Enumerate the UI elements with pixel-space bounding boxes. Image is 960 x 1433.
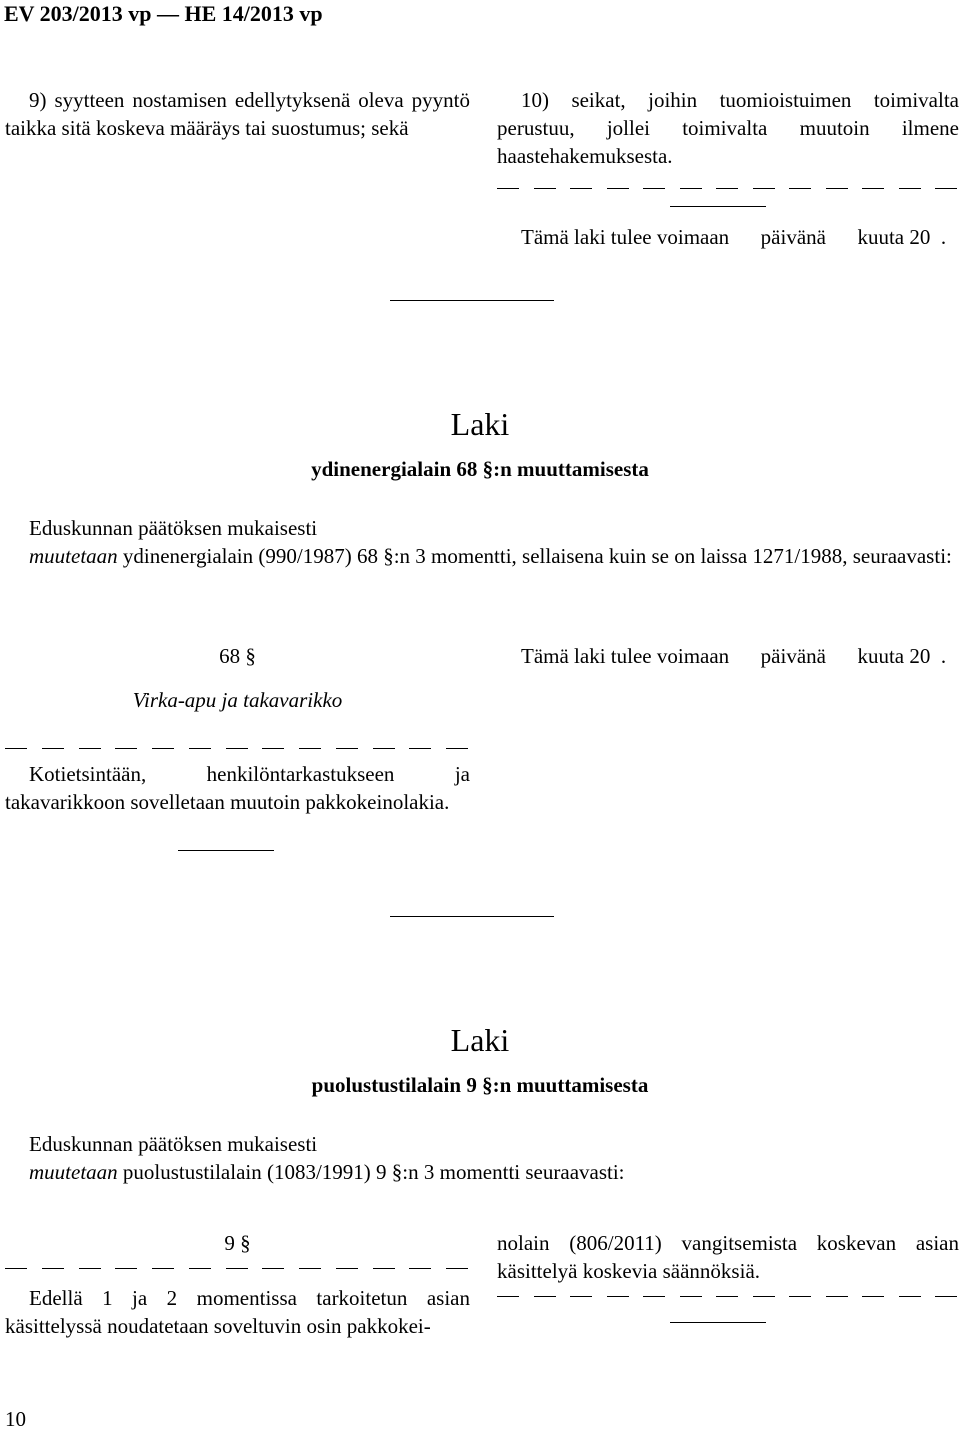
omission-dashes — [5, 1268, 468, 1269]
section-end-rule — [178, 850, 274, 851]
law-heading: Laki — [450, 406, 510, 442]
omission-dashes — [5, 748, 468, 749]
section-body-continued: nolain (806/2011) vangitsemista koskevan asian käsittelyä koskevia säännöksiä. — [497, 1231, 959, 1283]
section-body: Kotietsintään, henkilöntarkastukseen ja takavarikkoon sovelletaan muutoin pakkokeinolakia. — [5, 762, 470, 814]
amend-text: puolustustilalain (1083/1991) 9 §:n 3 momentti seuraavasti: — [117, 1160, 625, 1184]
omission-dashes — [497, 1296, 957, 1297]
amend-text: ydinenergialain (990/1987) 68 §:n 3 momentti, sellaisena kuin se on laissa 1271/1988, seuraavasti: — [117, 544, 952, 568]
section-end-rule — [670, 206, 766, 207]
page-number: 10 — [5, 1407, 26, 1431]
amend-verb: muutetaan — [29, 544, 118, 568]
law-subtitle: ydinenergialain 68 §:n muuttamisesta — [311, 457, 649, 481]
law-amendment-clause — [5, 542, 957, 570]
effective-date-text: Tämä laki tulee voimaan päivänä kuuta 20 . — [521, 644, 947, 668]
section-body: Edellä 1 ja 2 momentissa tarkoitetun asian käsittelyssä noudatetaan soveltuvin osin pakkokei- — [5, 1286, 470, 1338]
law-separator-rule — [390, 300, 554, 301]
law-amendment-clause — [5, 1158, 957, 1186]
item-10-text: 10) seikat, joihin tuomioistuimen toimivalta perustuu, jollei toimivalta muutoin ilmene haastehakemuksesta. — [497, 88, 959, 168]
section-number: 9 § — [224, 1231, 251, 1255]
omission-dashes — [497, 188, 957, 189]
law-separator-rule — [390, 916, 554, 917]
law-subtitle: puolustustilalain 9 §:n muuttamisesta — [311, 1073, 649, 1097]
section-number: 68 § — [219, 644, 256, 668]
section-title: Virka-apu ja takavarikko — [132, 688, 343, 712]
law-preamble: Eduskunnan päätöksen mukaisesti — [29, 1132, 318, 1156]
item-9-text: 9) syytteen nostamisen edellytyksenä oleva pyyntö taikka sitä koskeva määräys tai suostumus; sekä — [5, 88, 470, 140]
law-heading: Laki — [450, 1022, 510, 1058]
law-preamble: Eduskunnan päätöksen mukaisesti — [29, 516, 318, 540]
effective-date-text: Tämä laki tulee voimaan päivänä kuuta 20 . — [521, 225, 947, 249]
section-end-rule — [670, 1322, 766, 1323]
page-header: EV 203/2013 vp — HE 14/2013 vp — [4, 1, 323, 26]
amend-verb: muutetaan — [29, 1160, 118, 1184]
